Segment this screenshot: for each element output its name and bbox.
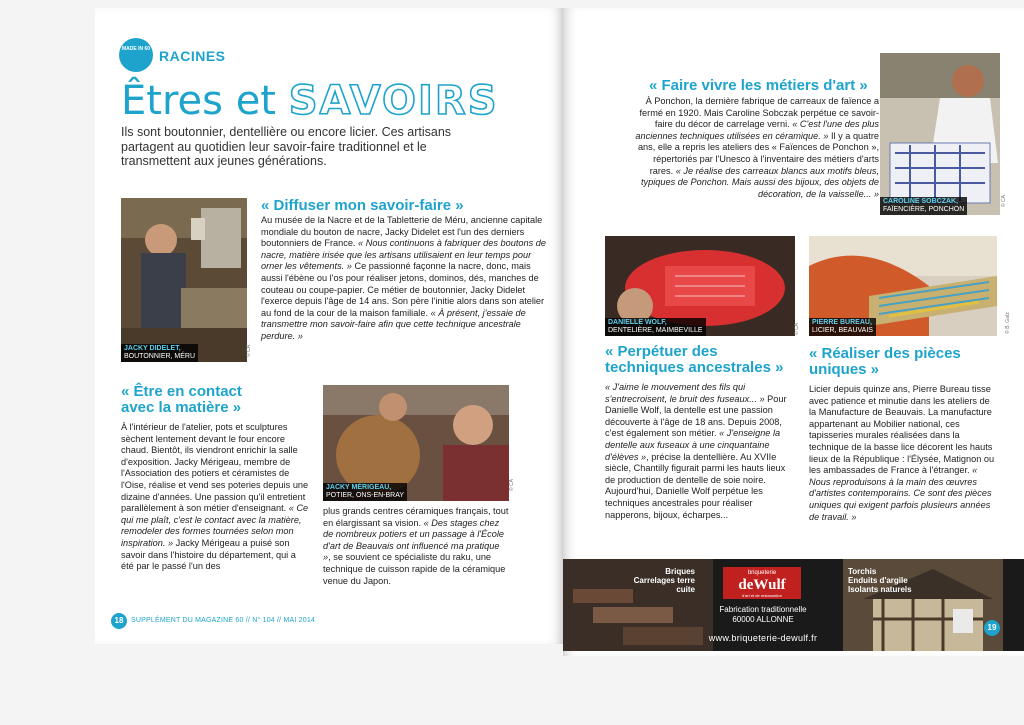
photo-credit: © CA <box>509 478 516 492</box>
caption-name: JACKY MÉRIGEAU, <box>326 484 392 491</box>
text-run: À l'intérieur de l'atelier, pots et sculptures sèchent lentement devant le four encore chaud. Bientôt, ils viendront enrichir la salle d'exposition. Jacky Mérigeau, membre de l'Association des potiers et céramistes de l'Oise, réalise et vend ses poteries depuis une dizaine d'années. Une passion qu'il entretient parallèlement à son métier d'enseignant. <box>121 422 309 514</box>
page-number: 19 <box>984 620 1000 636</box>
brand-logo <box>723 567 801 599</box>
heading-contact: « Être en contact avec la matière » <box>121 383 242 416</box>
faience-photo <box>880 53 1000 215</box>
title-part1: Êtres et <box>121 78 289 124</box>
photo-credit: © CA <box>1001 194 1008 208</box>
ad-label: Isolants naturels <box>848 585 912 594</box>
quote-run: « Des stages chez de nombreux potiers et un passage à l'École d'art de Beauvais ont influencé ma pratique » <box>323 517 505 563</box>
quote-run: « Nous continuons à fabriquer des boutons de nacre, matière irisée que les artisans utilisaient en leur temps pour orner les vêtements. » <box>261 238 547 272</box>
made-in-badge: MADE IN 60 <box>119 38 153 72</box>
ad-label: Briques <box>665 567 695 576</box>
ad-line2: 60000 ALLONNE <box>732 615 794 624</box>
text-run: Au musée de la Nacre et de la Tabletterie de Méru, ancienne capitale mondiale du bouton de nacre, Jacky Didelet est l'un des derniers boutonniers de France. <box>261 215 543 249</box>
body-perpetuer <box>605 382 791 521</box>
text-run: Licier depuis quinze ans, Pierre Bureau tisse avec patience et minutie dans les ateliers de la Manufacture de Beauvais. La manufacture appartenant au Mobilier national, ces tapisseries murales réalisées dans la technique de la basse lice décorent les hauts lieux de la République : l'Élysée, Matignon ou les ambassades de France à l'étranger. <box>809 384 995 476</box>
caption-name: CAROLINE SOBCZAK, <box>883 198 959 205</box>
body-contact <box>121 422 311 573</box>
photo-caption <box>121 344 198 362</box>
body-realiser <box>809 384 999 523</box>
photo-caroline-sobczak <box>880 53 1000 215</box>
heading-diffuser: « Diffuser mon savoir-faire » <box>261 197 464 214</box>
text-run: , se souvient ce spécialiste du raku, une technique de cuisson rapide de la céramique venue du Japon. <box>323 552 506 586</box>
page-number: 18 <box>111 613 127 629</box>
text-run: Il y a quatre ans, elle a repris les ateliers des « Faïences de Ponchon », répertoriés par l'Unesco à l'inventaire des métiers d'arts rares. <box>637 130 879 176</box>
workshop-photo-1 <box>121 198 247 362</box>
photo-danielle-wolf <box>605 236 795 336</box>
body-diffuser <box>261 215 553 343</box>
section-tag: RACINES <box>159 48 226 64</box>
photo-credit: © CA <box>246 344 253 358</box>
ad-url[interactable]: www.briqueterie-dewulf.fr <box>708 633 818 643</box>
text-run: Ce passionné façonne la nacre, donc, mais aussi l'ébène ou l'os pour réaliser jetons, dominos, dés, manches de couteau ou coupe-papier. Ce métier de boutonnier, Jacky Didelet l'exerce depuis l'âge de 14 ans. Son père l'initie alors dans son atelier au fond de la cour de la maison familiale. <box>261 261 545 318</box>
caption-name: DANIELLE WOLF, <box>608 319 667 326</box>
brand-name: deWulf <box>738 577 786 593</box>
text-run: À Ponchon, la dernière fabrique de carreaux de faïence a fermé en 1920. Mais Caroline Sobczak perpétue ce savoir-faire du décor de carrelage verni. <box>639 96 879 130</box>
quote-run: « J'enseigne la dentelle aux fuseaux à une cinquantaine d'élèves » <box>605 428 781 462</box>
photo-caption <box>880 197 967 215</box>
ad-right-label <box>848 567 912 594</box>
heading-faire-vivre: « Faire vivre les métiers d'art » <box>649 77 868 94</box>
photo-caption <box>323 483 407 501</box>
brand-tagline: d'art et de restauration <box>742 593 782 598</box>
photo-caption <box>809 318 876 336</box>
quote-run: « Nous reproduisons à la main des œuvres d'artistes contemporains. Ce sont des pièces uniques qui exigent parfois plusieurs années de travail. » <box>809 465 992 522</box>
right-page <box>563 8 1024 656</box>
caption-role: POTIER, ONS-EN-BRAY <box>326 492 405 499</box>
lead-paragraph: Ils sont boutonnier, dentellière ou encore licier. Ces artisans partagent au quotidien leur savoir-faire traditionnel et le transmettent aux jeunes générations. <box>121 125 452 168</box>
quote-run: « Je réalise des carreaux blancs aux motifs bleus, typiques de Ponchon. Mais aussi des bijoux, des objets de décoration, de la vaisselle... » <box>640 165 879 199</box>
title-part2: SAVOIRS <box>288 78 499 124</box>
ad-label: Enduits d'argile <box>848 576 908 585</box>
text-run: , précise la dentellière. Au XVIIe siècle, Chantilly figurait parmi les hauts lieux de production de dentelle de soie noire. Aujourd'hui, Danielle Wolf perpétue les techniques ancestrales pour réaliser napperons, bijoux, écharpes... <box>605 451 786 520</box>
page-title <box>121 78 499 124</box>
body-faire-vivre <box>635 96 879 200</box>
heading-realiser: « Réaliser des pièces uniques » <box>809 345 961 378</box>
text-run: plus grands centres céramiques français, tout en élargissant sa vision. <box>323 506 509 528</box>
advertisement-banner <box>563 559 1024 651</box>
caption-role: DENTELIÈRE, MAIMBEVILLE <box>608 327 703 334</box>
body-contact-continued <box>323 506 509 587</box>
photo-credit: © B. Gatz <box>1004 312 1011 334</box>
text-run: Pour Danielle Wolf, la dentelle est une passion découverte à l'âge de 18 ans. Depuis 2008, c'est également son métier. <box>605 393 787 439</box>
photo-jacky-didelet <box>121 198 247 362</box>
heading-perpetuer: « Perpétuer des techniques ancestrales » <box>605 343 784 376</box>
quote-run: « Ce qui me plaît, c'est le contact avec la matière, remodeler des formes tournées selon mon inspiration. » <box>121 503 309 548</box>
folio-text: SUPPLÉMENT DU MAGAZINE 60 // N° 104 // MAI 2014 <box>131 617 316 624</box>
left-page <box>95 8 563 644</box>
brand-small: briqueterie <box>747 570 777 576</box>
caption-role: FAÏENCIÈRE, PONCHON <box>883 206 965 213</box>
quote-run: « C'est l'une des plus anciennes techniques utilisées en céramique. » <box>635 119 879 141</box>
quote-run: « J'aime le mouvement des fils qui s'entrecroisent, le bruit des fuseaux... » <box>605 382 765 404</box>
caption-role: LICIER, BEAUVAIS <box>812 327 873 334</box>
text-run: Jacky Mérigeau a puisé son savoir dans l'histoire du département, qui a été par le passé l'un des <box>121 537 296 572</box>
ad-left-label <box>623 567 695 594</box>
photo-jacky-merigeau <box>323 385 509 501</box>
ad-line1: Fabrication traditionnelle <box>719 605 807 614</box>
ad-label: Torchis <box>848 567 877 576</box>
quote-run: « À présent, j'essaie de transmettre mon savoir-faire afin que cette technique ancestrale perdure. » <box>261 307 526 341</box>
caption-name: JACKY DIDELET, <box>124 345 181 352</box>
photo-credit: © CA <box>794 322 801 336</box>
caption-name: PIERRE BUREAU, <box>812 319 872 326</box>
photo-pierre-bureau <box>809 236 997 336</box>
photo-caption <box>605 318 706 336</box>
ad-label: Carrelages terre cuite <box>633 576 695 594</box>
caption-role: BOUTONNIER, MÉRU <box>124 353 196 360</box>
